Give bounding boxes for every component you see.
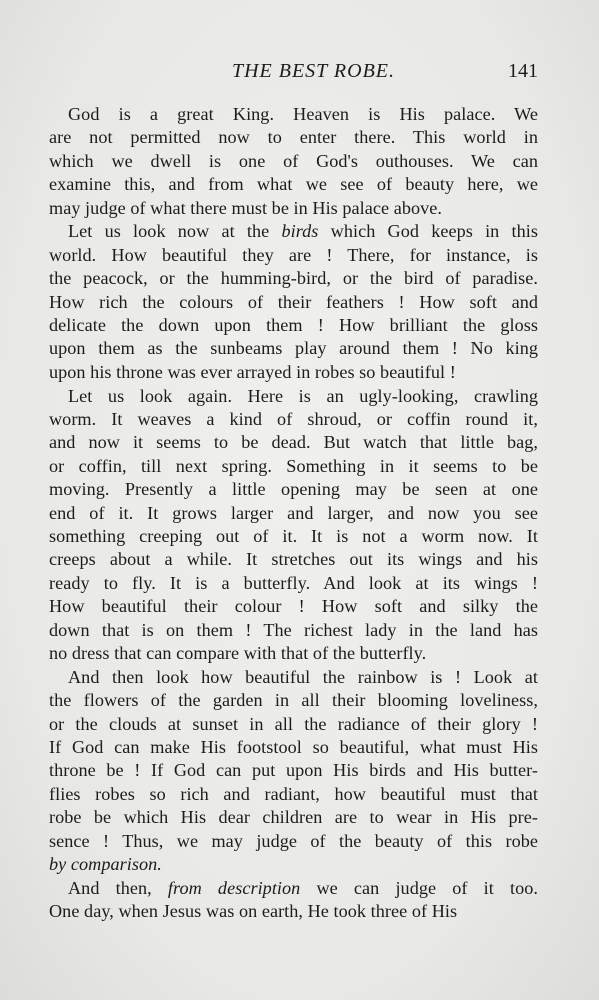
paragraph (49, 220, 538, 384)
text-line (49, 853, 538, 876)
text-run: may judge of what there must be in His palace above. (49, 197, 443, 218)
text-line (49, 314, 538, 337)
text-line (49, 244, 538, 267)
text-line (49, 431, 538, 454)
text-line (49, 385, 538, 408)
text-run: If God can make His footstool so beautiful, what must His (49, 737, 538, 758)
text-run: upon his throne was ever arrayed in robes so beautiful ! (49, 361, 456, 382)
text-run: examine this, and from what we see of beauty here, we (49, 174, 538, 195)
text-line (49, 642, 538, 665)
page-number: 141 (508, 60, 538, 82)
text-line (49, 478, 538, 501)
text-run: we can judge of it too. (300, 877, 538, 898)
text-run: the peacock, or the humming-bird, or the bird of paradise. (49, 268, 538, 289)
text-line (49, 736, 538, 759)
italic-text: by comparison. (49, 854, 162, 874)
paragraph (49, 666, 538, 877)
text-run: throne be ! If God can put upon His birds and His butter- (49, 760, 538, 781)
text-line (49, 806, 538, 829)
text-run: creeps about a while. It stretches out its wings and his (49, 549, 538, 570)
text-line (49, 337, 538, 360)
text-run: And then, (68, 877, 168, 898)
text-run: or coffin, till next spring. Something in it seems to be (49, 455, 538, 476)
text-run: And then look how beautiful the rainbow is ! Look at (68, 666, 538, 687)
running-title: THE BEST ROBE. (231, 60, 396, 82)
text-run: the flowers of the garden in all their blooming loveliness, (49, 690, 538, 711)
text-run: and now it seems to be dead. But watch that little bag, (49, 432, 538, 453)
text-run: world. How beautiful they are ! There, for instance, is (49, 244, 538, 265)
text-line (49, 150, 538, 173)
text-line (49, 900, 538, 923)
italic-text: from description (167, 877, 301, 898)
text-line (49, 173, 538, 196)
text-run: moving. Presently a little opening may be seen at one (49, 479, 538, 500)
text-line (49, 267, 538, 290)
text-line (49, 666, 538, 689)
text-run: are not permitted now to enter there. This world in (49, 127, 538, 148)
text-line (49, 713, 538, 736)
running-head (49, 60, 538, 86)
text-line (49, 408, 538, 431)
text-run: end of it. It grows larger and larger, and now you see (49, 502, 538, 523)
text-line (49, 525, 538, 548)
text-line (49, 595, 538, 618)
text-line (49, 197, 538, 220)
text-run: Let us look again. Here is an ugly-looking, crawling (68, 385, 538, 406)
text-line (49, 619, 538, 642)
text-run: One day, when Jesus was on earth, He took three of His (49, 901, 458, 922)
text-run: worm. It weaves a kind of shroud, or coffin round it, (49, 409, 538, 430)
text-run: flies robes so rich and radiant, how beautiful must that (49, 783, 538, 804)
text-line (49, 759, 538, 782)
text-line (49, 103, 538, 126)
italic-text: birds (281, 221, 319, 242)
paragraph (49, 103, 538, 220)
text-run: which we dwell is one of God's outhouses. We can (49, 150, 538, 171)
text-run: something creeping out of it. It is not a worm now. It (49, 526, 538, 547)
text-run: which God keeps in this (318, 221, 538, 242)
text-run: upon them as the sunbeams play around them ! No king (49, 338, 538, 359)
text-line (49, 126, 538, 149)
text-line (49, 455, 538, 478)
text-run: How rich the colours of their feathers ! How soft and (49, 291, 538, 312)
text-line (49, 502, 538, 525)
text-line (49, 548, 538, 571)
text-line (49, 361, 538, 384)
text-line (49, 291, 538, 314)
paragraph (49, 385, 538, 666)
text-run: delicate the down upon them ! How brilliant the gloss (49, 315, 538, 336)
text-line (49, 783, 538, 806)
text-run: robe be which His dear children are to wear in His pre- (49, 807, 538, 828)
text-line (49, 220, 538, 243)
text-run: or the clouds at sunset in all the radiance of their glory ! (49, 713, 538, 734)
body-text (49, 103, 538, 924)
text-line (49, 689, 538, 712)
text-run: ready to fly. It is a butterfly. And look at its wings ! (49, 572, 538, 593)
text-run: God is a great King. Heaven is His palace. We (68, 104, 538, 124)
text-line (49, 877, 538, 900)
text-run: How beautiful their colour ! How soft and silky the (49, 596, 538, 617)
text-run: down that is on them ! The richest lady in the land has (49, 619, 538, 640)
text-line (49, 830, 538, 853)
text-run: no dress that can compare with that of the butterfly. (49, 642, 427, 663)
paragraph (49, 877, 538, 924)
text-line (49, 572, 538, 595)
text-run: Let us look now at the (68, 221, 282, 242)
text-run: sence ! Thus, we may judge of the beauty of this robe (49, 830, 538, 851)
